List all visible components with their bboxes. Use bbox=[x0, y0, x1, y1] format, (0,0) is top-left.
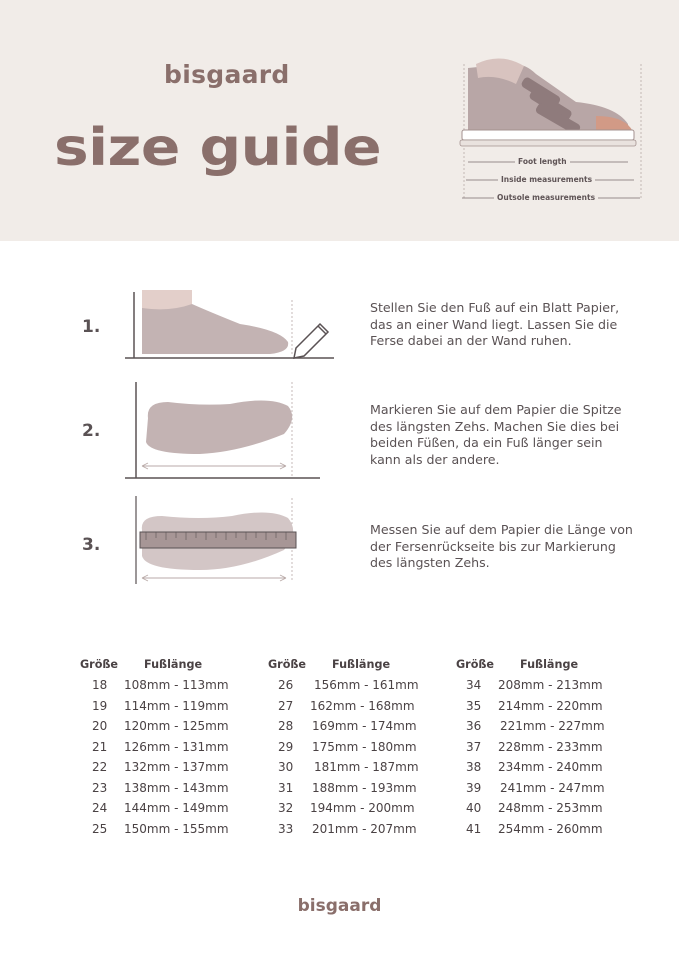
length-value: 241mm - 247mm bbox=[500, 780, 605, 795]
table-row bbox=[268, 778, 448, 799]
size-value: 34 bbox=[466, 678, 482, 692]
length-header: Fußlänge bbox=[332, 658, 391, 671]
size-value: 37 bbox=[466, 739, 482, 754]
length-value: 221mm - 227mm bbox=[500, 719, 605, 733]
size-table-column-2 bbox=[268, 655, 448, 839]
table-row bbox=[268, 675, 448, 696]
step-1-number: 1. bbox=[82, 317, 101, 337]
shoe-illustration bbox=[456, 54, 646, 214]
table-row bbox=[268, 737, 448, 758]
table-row bbox=[80, 757, 260, 778]
length-value: 254mm - 260mm bbox=[498, 821, 603, 836]
size-value: 41 bbox=[466, 821, 482, 836]
length-value: 138mm - 143mm bbox=[124, 780, 229, 795]
length-value: 144mm - 149mm bbox=[124, 801, 229, 815]
table-row bbox=[268, 757, 448, 778]
length-header: Fußlänge bbox=[520, 658, 579, 671]
table-row bbox=[80, 778, 260, 799]
step-2-text: Markieren Sie auf dem Papier die Spitze des längsten Zehs. Machen Sie dies bei beiden Füßen, da ein Fuß länger sein kann als der andere. bbox=[370, 402, 622, 467]
size-value: 26 bbox=[278, 678, 294, 692]
length-value: 108mm - 113mm bbox=[124, 678, 229, 692]
table-row bbox=[456, 778, 636, 799]
size-table-header bbox=[268, 655, 448, 675]
shoe-measurement-diagram bbox=[456, 54, 646, 214]
length-value: 201mm - 207mm bbox=[312, 821, 417, 836]
size-table-header bbox=[80, 655, 260, 675]
length-value: 248mm - 253mm bbox=[498, 801, 603, 815]
length-value: 156mm - 161mm bbox=[314, 678, 419, 692]
length-value: 120mm - 125mm bbox=[124, 719, 229, 733]
size-value: 39 bbox=[466, 780, 482, 795]
length-value: 228mm - 233mm bbox=[498, 739, 603, 754]
length-value: 181mm - 187mm bbox=[314, 760, 419, 774]
length-value: 150mm - 155mm bbox=[124, 821, 229, 836]
table-row bbox=[456, 696, 636, 717]
size-value: 36 bbox=[466, 719, 482, 733]
length-value: 162mm - 168mm bbox=[310, 698, 415, 713]
length-value: 208mm - 213mm bbox=[498, 678, 603, 692]
foot-length-label: Foot length bbox=[515, 157, 570, 166]
table-row bbox=[268, 696, 448, 717]
size-value: 18 bbox=[92, 678, 108, 692]
size-value: 30 bbox=[278, 760, 294, 774]
step-3-foot-illustration bbox=[120, 494, 340, 586]
ruler-icon bbox=[140, 532, 296, 548]
table-row bbox=[268, 716, 448, 737]
size-table-column-1 bbox=[80, 655, 260, 839]
table-row bbox=[268, 798, 448, 819]
size-value: 19 bbox=[92, 698, 108, 713]
length-value: 194mm - 200mm bbox=[310, 801, 415, 815]
size-table-header bbox=[456, 655, 636, 675]
size-value: 22 bbox=[92, 760, 108, 774]
table-row bbox=[456, 819, 636, 840]
length-value: 114mm - 119mm bbox=[124, 698, 229, 713]
table-row bbox=[456, 737, 636, 758]
length-value: 126mm - 131mm bbox=[124, 739, 229, 754]
pencil-icon bbox=[294, 324, 328, 358]
size-header: Größe bbox=[456, 658, 495, 671]
size-value: 31 bbox=[278, 780, 294, 795]
table-row bbox=[456, 757, 636, 778]
step-3-text: Messen Sie auf dem Papier die Länge von der Fersenrückseite bis zur Markierung des längsten Zehs. bbox=[370, 522, 633, 570]
table-row bbox=[456, 798, 636, 819]
size-value: 38 bbox=[466, 760, 482, 774]
step-3-number: 3. bbox=[82, 535, 101, 555]
length-value: 234mm - 240mm bbox=[498, 760, 603, 774]
table-row bbox=[80, 819, 260, 840]
size-value: 25 bbox=[92, 821, 108, 836]
size-value: 27 bbox=[278, 698, 294, 713]
table-row bbox=[80, 737, 260, 758]
table-row bbox=[80, 675, 260, 696]
size-table-column-3 bbox=[456, 655, 636, 839]
size-value: 33 bbox=[278, 821, 294, 836]
step-1-foot-illustration bbox=[120, 282, 340, 362]
size-value: 24 bbox=[92, 801, 108, 815]
step-2-number: 2. bbox=[82, 421, 101, 441]
size-value: 20 bbox=[92, 719, 108, 733]
length-value: 188mm - 193mm bbox=[312, 780, 417, 795]
table-row bbox=[456, 716, 636, 737]
step-1-text: Stellen Sie den Fuß auf ein Blatt Papier, das an einer Wand liegt. Lassen Sie die Ferse dabei an der Wand ruhen. bbox=[370, 300, 620, 348]
outsole-measurements-label: Outsole measurements bbox=[494, 193, 598, 202]
table-row bbox=[80, 716, 260, 737]
size-value: 23 bbox=[92, 780, 108, 795]
table-row bbox=[80, 696, 260, 717]
inside-measurements-label: Inside measurements bbox=[498, 175, 595, 184]
header-banner bbox=[0, 0, 679, 241]
size-value: 35 bbox=[466, 698, 482, 713]
page-title: size guide bbox=[54, 118, 382, 178]
table-row bbox=[456, 675, 636, 696]
table-row bbox=[268, 819, 448, 840]
size-value: 40 bbox=[466, 801, 482, 815]
size-value: 29 bbox=[278, 739, 294, 754]
size-header: Größe bbox=[80, 658, 119, 671]
length-value: 214mm - 220mm bbox=[498, 698, 603, 713]
size-value: 21 bbox=[92, 739, 108, 754]
footer-brand-logo: bisgaard bbox=[297, 896, 382, 916]
length-value: 169mm - 174mm bbox=[312, 719, 417, 733]
brand-logo: bisgaard bbox=[164, 60, 290, 89]
step-2-foot-illustration bbox=[120, 378, 340, 484]
size-value: 32 bbox=[278, 801, 294, 815]
length-value: 175mm - 180mm bbox=[312, 739, 417, 754]
size-value: 28 bbox=[278, 719, 294, 733]
table-row bbox=[80, 798, 260, 819]
length-header: Fußlänge bbox=[144, 658, 203, 671]
size-header: Größe bbox=[268, 658, 307, 671]
length-value: 132mm - 137mm bbox=[124, 760, 229, 774]
